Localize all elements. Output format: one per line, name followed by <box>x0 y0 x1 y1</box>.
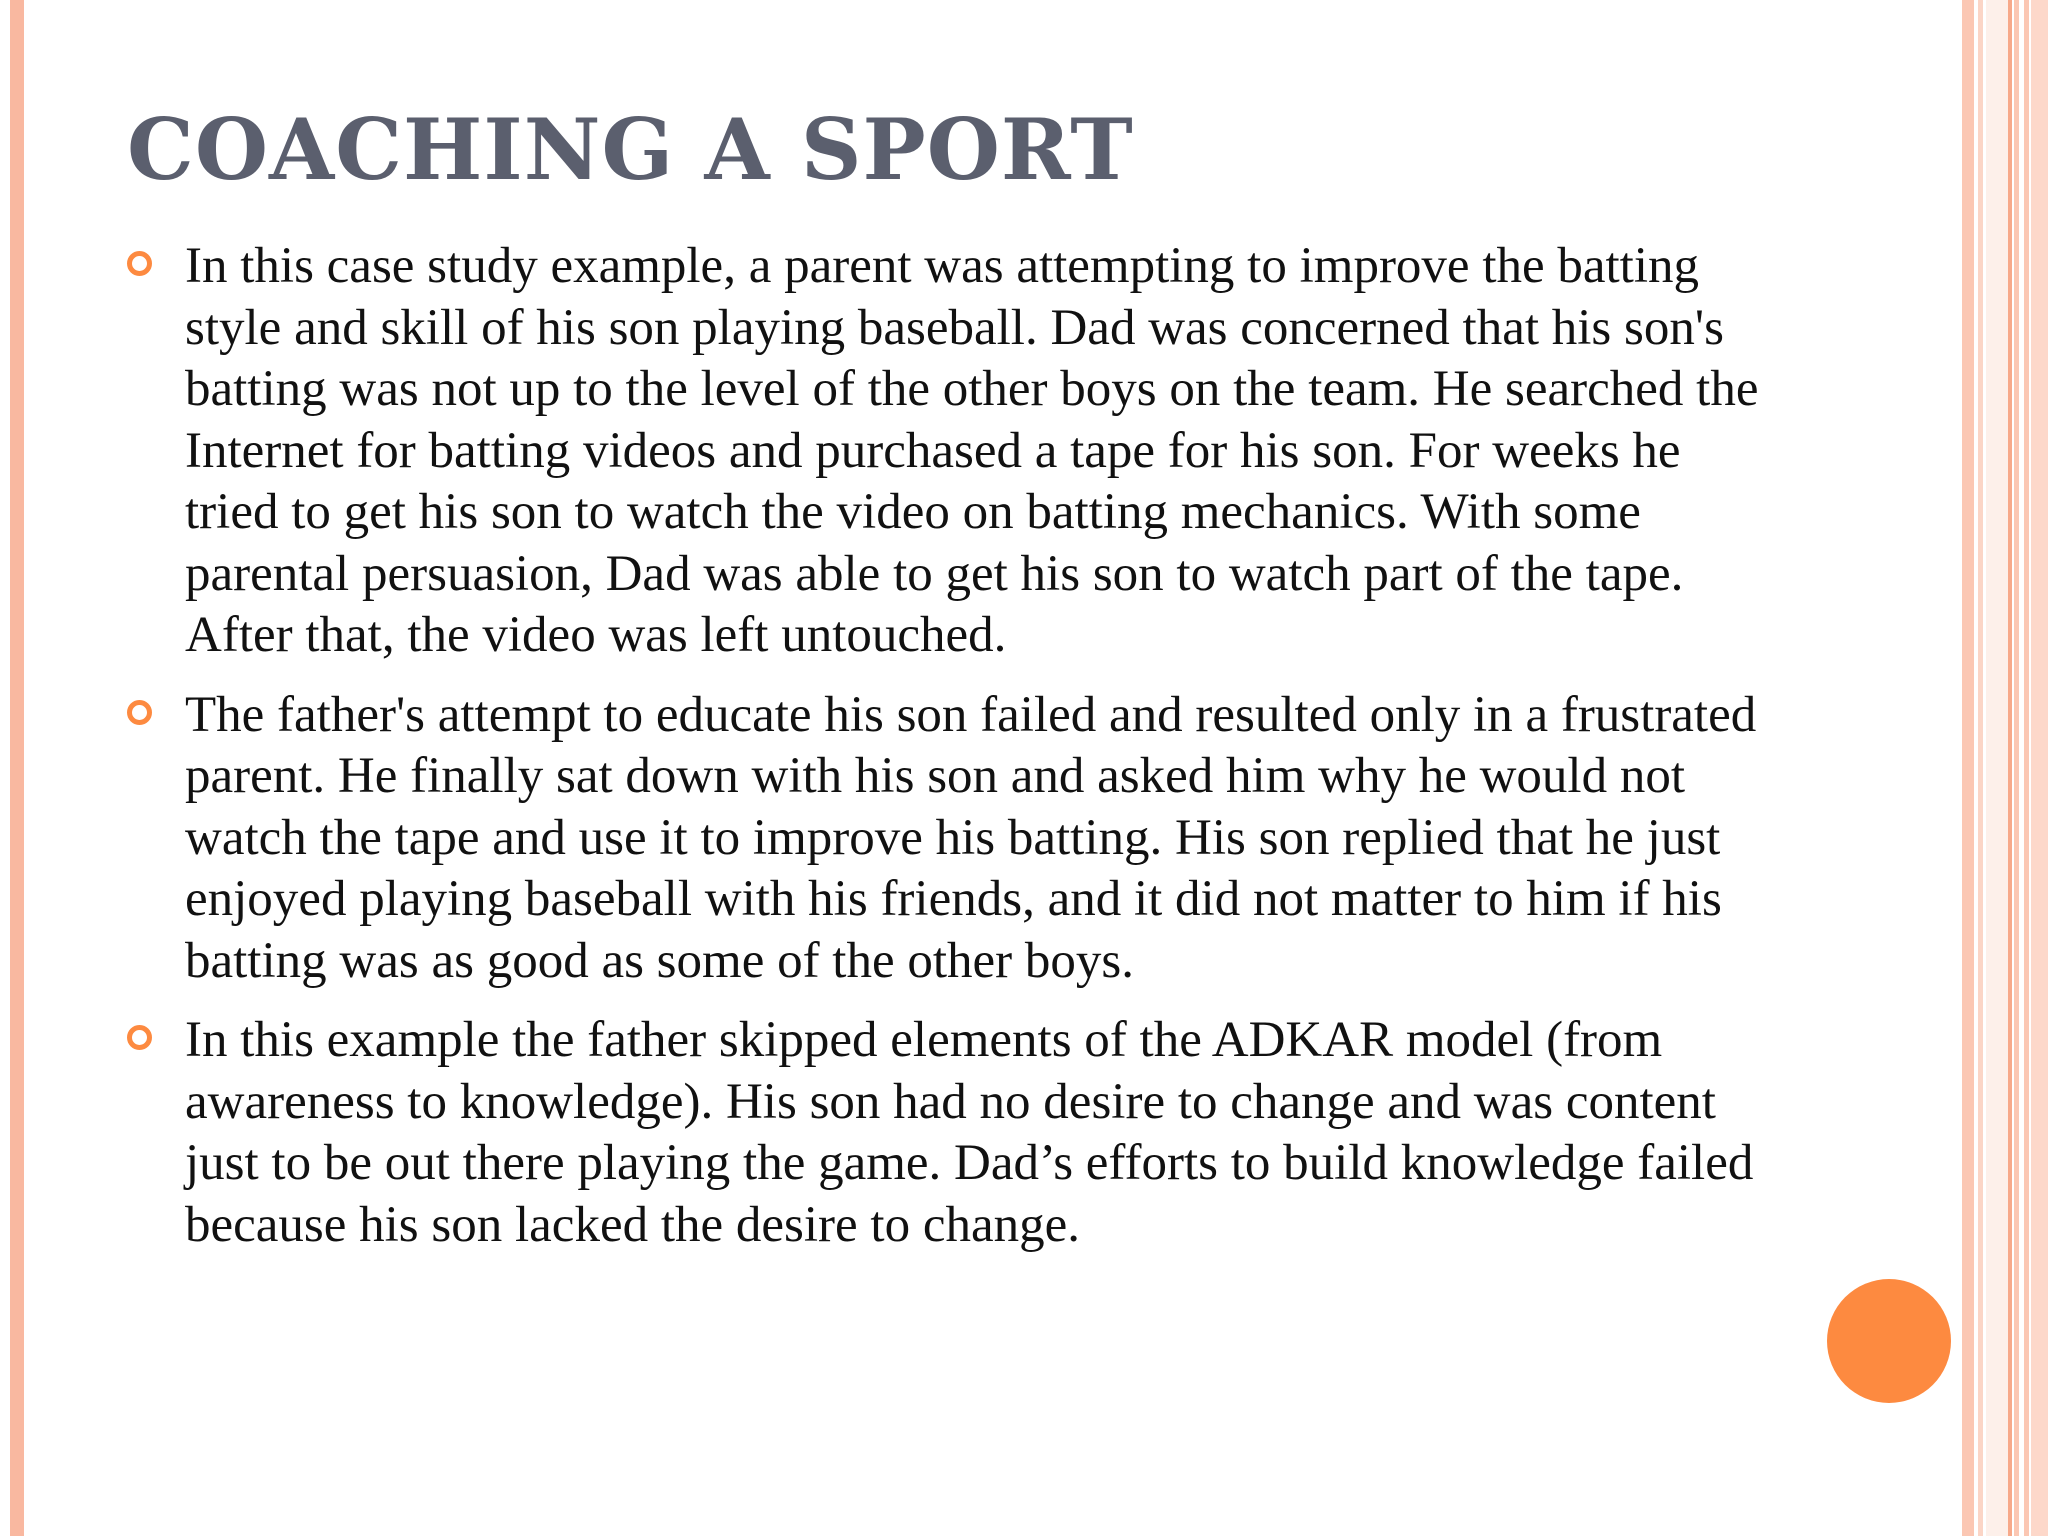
bullet-text: In this case study example, a parent was attempting to improve the batting style and skill of his son playing baseball. Dad was concerned that his son's batting was not up to the level of the other boys on the team. He searched the Internet for batting videos and purchased a tape for his son. For weeks he tried to get his son to watch the video on batting mechanics. With some parental persuasion, Dad was able to get his son to watch part of the tape. After that, the video was left untouched. <box>185 238 1759 663</box>
slide-title: COACHING A SPORT <box>127 100 1134 199</box>
bullet-text: In this example the father skipped elements of the ADKAR model (from awareness to knowledge). His son had no desire to change and was content just to be out there playing the game. Dad’s efforts to build knowledge failed because his son lacked the desire to change. <box>185 1012 1754 1253</box>
ring-bullet-icon <box>127 700 152 725</box>
bullet-item <box>120 236 1760 667</box>
left-decorative-stripe <box>10 0 24 1536</box>
bullet-item <box>120 685 1760 993</box>
decorative-circle <box>1827 1279 1951 1403</box>
right-decorative-stripe <box>2008 0 2012 1536</box>
right-decorative-stripe <box>2031 0 2048 1536</box>
right-decorative-stripe <box>1978 0 1983 1536</box>
bullet-item <box>120 1010 1760 1256</box>
right-decorative-stripe <box>1986 0 2008 1536</box>
bullet-text: The father's attempt to educate his son failed and resulted only in a frustrated parent. He finally sat down with his son and asked him why he would not watch the tape and use it to improve his batting. His son replied that he just enjoyed playing baseball with his friends, and it did not matter to him if his batting was as good as some of the other boys. <box>185 686 1757 989</box>
ring-bullet-icon <box>127 1025 152 1050</box>
ring-bullet-icon <box>127 251 152 276</box>
bullet-list <box>120 236 1760 1274</box>
right-decorative-stripe <box>2024 0 2029 1536</box>
right-decorative-stripe <box>2014 0 2019 1536</box>
right-decorative-stripe <box>1962 0 1974 1536</box>
